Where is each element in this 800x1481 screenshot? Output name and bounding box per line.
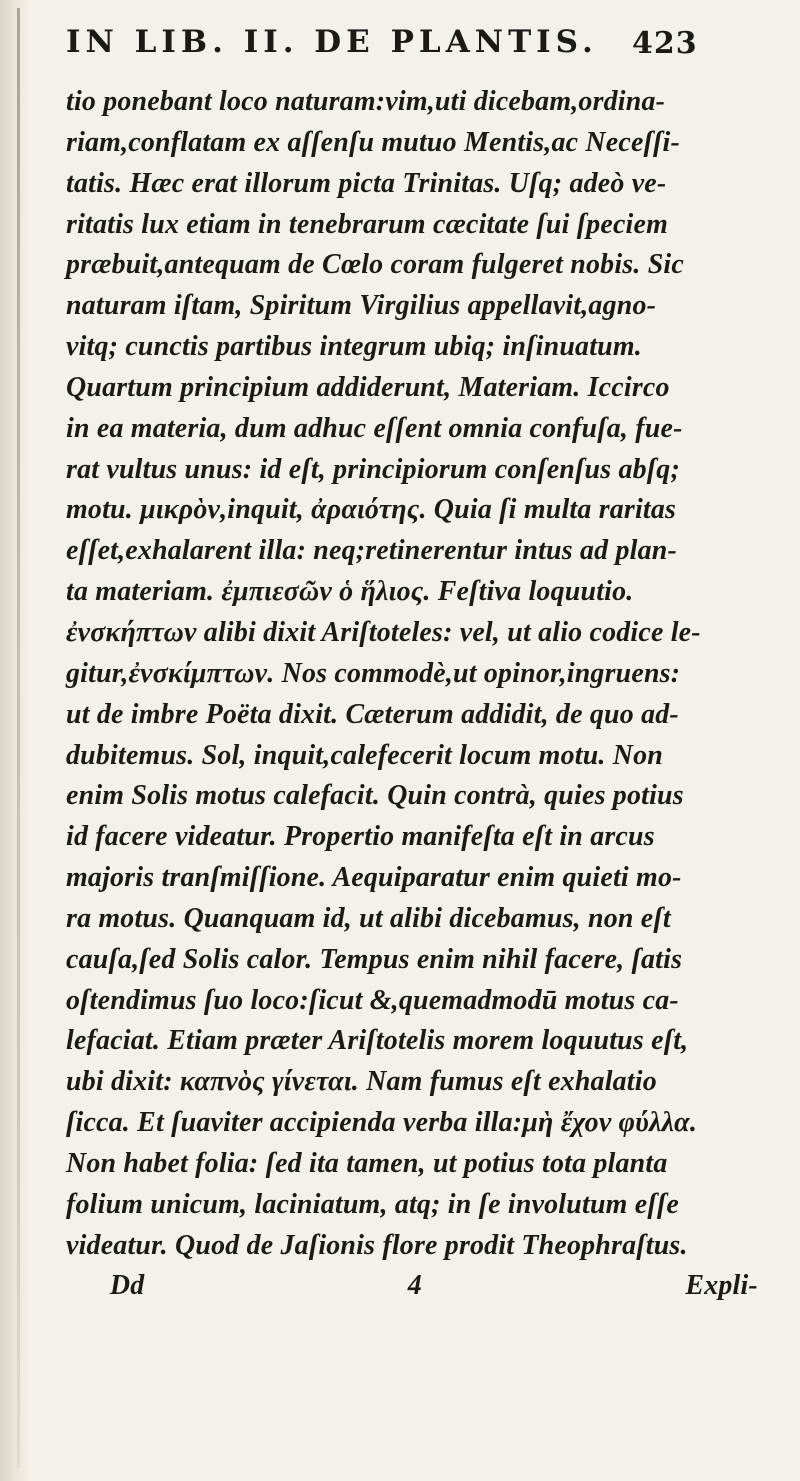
text-line: gitur,ἐνσκίμπτων. Nos commodè,ut opinor,ingruens: <box>66 657 681 689</box>
text-line: tio ponebant loco naturam:vim,uti dicebam,ordina- <box>66 86 666 117</box>
text-line: tatis. Hæc erat illorum picta Trinitas. Uſq; adeò ve- <box>66 167 667 199</box>
text-line: ta materiam. ἐμπιεσῶν ὁ ἥλιος. Feſtiva loquutio. <box>66 576 634 608</box>
text-line: ubi dixit: καπνὸς γίνεται. Nam fumus eſt exhalatio <box>66 1066 657 1098</box>
text-line: eſſet,exhalarent illa: neq;retinerentur intus ad plan- <box>66 535 677 567</box>
text-line: cauſa,ſed Solis calor. Tempus enim nihil facere, ſatis <box>66 943 683 975</box>
signature-number: 4 <box>407 1270 422 1302</box>
text-line: in ea materia, dum adhuc eſſent omnia confuſa, fue- <box>66 412 683 444</box>
text-line: riam,conflatam ex aſſenſu mutuo Mentis,ac Neceſſi- <box>66 126 680 158</box>
text-line: enim Solis motus calefacit. Quin contrà, quies potius <box>66 780 684 812</box>
text-line: majoris tranſmiſſione. Aequiparatur enim quieti mo- <box>66 862 682 894</box>
binding-gutter <box>0 0 30 1481</box>
catchword: Expli- <box>685 1270 758 1302</box>
text-line: lefaciat. Etiam præter Ariſtotelis morem loquutus eſt, <box>66 1025 689 1057</box>
text-line: ritatis lux etiam in tenebrarum cæcitate ſui ſpeciem <box>66 208 669 240</box>
page-header <box>60 18 770 72</box>
book-page <box>60 18 770 1458</box>
page-number: 423 <box>632 26 698 61</box>
binding-shadow <box>17 8 20 1468</box>
text-line: folium unicum, laciniatum, atq; in ſe involutum eſſe <box>66 1188 679 1220</box>
text-line: id facere videatur. Propertio manifeſta eſt in arcus <box>66 821 655 853</box>
text-line: rat vultus unus: id eſt, principiorum conſenſus abſq; <box>66 453 680 485</box>
footer-signature-line <box>110 1266 758 1307</box>
text-line: oſtendimus ſuo loco:ſicut &,quemadmodū motus ca- <box>66 984 679 1016</box>
text-line: motu. μικρὸν,inquit, ἀραιότης. Quia ſi multa raritas <box>66 494 677 526</box>
gathering-signature: Dd <box>109 1270 145 1302</box>
text-line: dubitemus. Sol, inquit,calefecerit locum motu. Non <box>66 739 664 771</box>
body-text <box>66 82 776 1307</box>
text-line: Non habet folia: ſed ita tamen, ut potius tota planta <box>66 1147 668 1179</box>
text-line: naturam iſtam, Spiritum Virgilius appellavit,agno- <box>66 290 657 322</box>
text-line: ἐνσκήπτων alibi dixit Ariſtoteles: vel, ut alio codice le- <box>66 616 701 648</box>
text-line: præbuit,antequam de Cœlo coram fulgeret nobis. Sic <box>66 249 684 281</box>
text-line: videatur. Quod de Jaſionis flore prodit Theophraſtus. <box>66 1229 688 1261</box>
text-line: Quartum principium addiderunt, Materiam. Iccirco <box>66 371 670 403</box>
page-footer <box>66 1266 774 1307</box>
running-head: IN LIB. II. DE PLANTIS. <box>66 24 598 60</box>
text-line: ſicca. Et ſuaviter accipienda verba illa:μὴ ἔχον φύλλα. <box>66 1107 698 1139</box>
text-line: ut de imbre Poëta dixit. Cæterum addidit, de quo ad- <box>66 698 679 730</box>
text-line: vitq; cunctis partibus integrum ubiq; inſinuatum. <box>66 331 642 363</box>
text-line: ra motus. Quanquam id, ut alibi dicebamus, non eſt <box>66 902 671 934</box>
